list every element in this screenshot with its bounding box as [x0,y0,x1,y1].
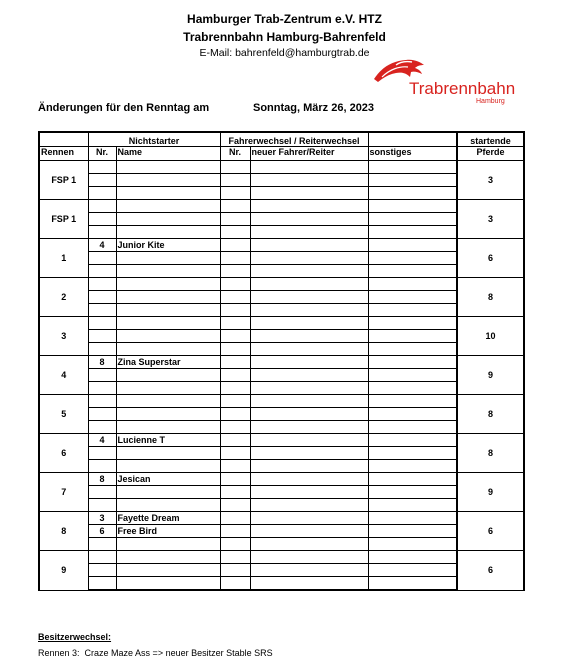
race-label: 4 [39,356,88,395]
change-nr [220,343,250,356]
other-notes [368,304,457,317]
new-driver [250,317,368,330]
other-notes [368,564,457,577]
header-nichtstarter: Nichtstarter [88,132,220,147]
other-notes [368,226,457,239]
change-nr [220,278,250,291]
starter-count: 10 [457,317,524,356]
race-subrow [39,239,524,252]
other-notes [368,577,457,591]
nonstarter-name [116,421,220,434]
nonstarter-nr [88,226,116,239]
new-driver [250,499,368,512]
other-notes [368,460,457,473]
logo-city: Hamburg [476,98,505,105]
change-nr [220,525,250,538]
nonstarter-nr [88,187,116,200]
nonstarter-name [116,265,220,278]
nonstarter-nr [88,330,116,343]
other-notes [368,525,457,538]
race-subrow [39,174,524,187]
race-subrow [39,512,524,525]
change-nr [220,304,250,317]
nonstarter-nr [88,369,116,382]
nonstarter-nr [88,161,116,174]
other-notes [368,200,457,213]
other-notes [368,239,457,252]
race-subrow [39,564,524,577]
header-rennen: Rennen [39,147,88,161]
change-nr [220,200,250,213]
owner-change-title: Besitzerwechsel: [38,632,112,642]
nonstarter-nr [88,486,116,499]
new-driver [250,265,368,278]
other-notes [368,447,457,460]
other-notes [368,317,457,330]
nonstarter-nr [88,200,116,213]
nonstarter-nr [88,395,116,408]
change-nr [220,252,250,265]
starter-count: 8 [457,278,524,317]
nonstarter-nr: 4 [88,239,116,252]
nonstarter-nr [88,304,116,317]
new-driver [250,421,368,434]
nonstarter-nr: 8 [88,473,116,486]
race-subrow [39,577,524,591]
other-notes [368,161,457,174]
starter-count: 9 [457,473,524,512]
race-label: FSP 1 [39,161,88,200]
change-nr [220,226,250,239]
nonstarter-name [116,538,220,551]
new-driver [250,213,368,226]
race-subrow [39,252,524,265]
new-driver [250,187,368,200]
nonstarter-name [116,486,220,499]
other-notes [368,486,457,499]
other-notes [368,187,457,200]
new-driver [250,525,368,538]
nonstarter-nr [88,538,116,551]
race-label: 2 [39,278,88,317]
nonstarter-name [116,564,220,577]
starter-count: 8 [457,434,524,473]
other-notes [368,369,457,382]
nonstarter-name [116,174,220,187]
change-nr [220,265,250,278]
nonstarter-nr [88,447,116,460]
table-header-row-1 [39,132,524,147]
nonstarter-name [116,395,220,408]
starter-count: 3 [457,161,524,200]
nonstarter-nr [88,278,116,291]
other-notes [368,291,457,304]
race-subrow [39,408,524,421]
nonstarter-name [116,213,220,226]
new-driver [250,161,368,174]
header-nr: Nr. [88,147,116,161]
nonstarter-nr [88,460,116,473]
nonstarter-nr: 6 [88,525,116,538]
race-subrow [39,291,524,304]
email-line: E-Mail: bahrenfeld@hamburgtrab.de [199,47,370,59]
new-driver [250,395,368,408]
change-nr [220,577,250,591]
change-nr [220,395,250,408]
new-driver [250,486,368,499]
nonstarter-name: Zina Superstar [116,356,220,369]
change-nr [220,161,250,174]
nonstarter-name [116,330,220,343]
other-notes [368,252,457,265]
change-nr [220,356,250,369]
nonstarter-name [116,278,220,291]
starter-count: 3 [457,200,524,239]
nonstarter-name [116,551,220,564]
race-subrow [39,226,524,239]
race-label: 9 [39,551,88,591]
other-notes [368,213,457,226]
nonstarter-nr [88,577,116,591]
race-subrow [39,447,524,460]
nonstarter-name [116,200,220,213]
nonstarter-nr [88,564,116,577]
new-driver [250,330,368,343]
nonstarter-name [116,499,220,512]
new-driver [250,538,368,551]
race-subrow [39,421,524,434]
nonstarter-nr: 4 [88,434,116,447]
race-subrow [39,551,524,564]
change-nr [220,317,250,330]
change-nr [220,434,250,447]
logo-wordmark: Trabrennbahn [409,79,516,98]
nonstarter-name [116,161,220,174]
race-subrow [39,278,524,291]
table-header-row-2 [39,147,524,161]
change-nr [220,473,250,486]
new-driver [250,577,368,591]
new-driver [250,291,368,304]
nonstarter-nr: 3 [88,512,116,525]
other-notes [368,538,457,551]
race-label: 8 [39,512,88,551]
new-driver [250,304,368,317]
nonstarter-name: Junior Kite [116,239,220,252]
header-name: Name [116,147,220,161]
change-nr [220,564,250,577]
other-notes [368,265,457,278]
nonstarter-nr [88,291,116,304]
race-subrow [39,356,524,369]
race-label: 6 [39,434,88,473]
change-nr [220,460,250,473]
race-subrow [39,343,524,356]
nonstarter-name [116,447,220,460]
nonstarter-nr [88,174,116,187]
new-driver [250,551,368,564]
race-subrow [39,213,524,226]
nonstarter-name [116,369,220,382]
other-notes [368,278,457,291]
nonstarter-name: Jesican [116,473,220,486]
race-subrow [39,538,524,551]
new-driver [250,369,368,382]
change-nr [220,330,250,343]
header-fahrerwechsel: Fahrerwechsel / Reiterwechsel [220,132,368,147]
race-subrow [39,161,524,174]
new-driver [250,226,368,239]
race-subrow [39,473,524,486]
race-date: Sonntag, März 26, 2023 [253,102,375,114]
other-notes [368,395,457,408]
starter-count: 6 [457,551,524,591]
race-subrow [39,460,524,473]
nonstarter-name [116,187,220,200]
race-subrow [39,187,524,200]
nonstarter-nr [88,421,116,434]
change-nr [220,213,250,226]
new-driver [250,343,368,356]
nonstarter-nr [88,317,116,330]
race-subrow [39,304,524,317]
other-notes [368,356,457,369]
change-nr [220,369,250,382]
other-notes [368,382,457,395]
change-nr [220,174,250,187]
race-subrow [39,330,524,343]
new-driver [250,174,368,187]
nonstarter-name: Fayette Dream [116,512,220,525]
new-driver [250,408,368,421]
race-subrow [39,499,524,512]
new-driver [250,512,368,525]
nonstarter-nr [88,408,116,421]
new-driver [250,460,368,473]
nonstarter-name [116,226,220,239]
nonstarter-nr [88,265,116,278]
header-sonstiges: sonstiges [368,147,457,161]
nonstarter-name [116,291,220,304]
nonstarter-name [116,382,220,395]
change-nr [220,382,250,395]
change-nr [220,291,250,304]
nonstarter-nr [88,382,116,395]
race-label: 1 [39,239,88,278]
change-nr [220,447,250,460]
starter-count: 6 [457,512,524,551]
header-nr-2: Nr. [220,147,250,161]
owner-change-line: Rennen 3: Craze Maze Ass => neuer Besitzer Stable SRS [38,648,273,658]
nonstarter-nr [88,551,116,564]
race-subrow [39,369,524,382]
org-title: Hamburger Trab-Zentrum e.V. HTZ [187,12,382,26]
race-label: 5 [39,395,88,434]
new-driver [250,278,368,291]
other-notes [368,473,457,486]
new-driver [250,473,368,486]
nonstarter-name [116,577,220,591]
change-nr [220,499,250,512]
change-nr [220,551,250,564]
race-subrow [39,486,524,499]
other-notes [368,421,457,434]
nonstarter-nr: 8 [88,356,116,369]
other-notes [368,174,457,187]
race-subrow [39,395,524,408]
venue-title: Trabrennbahn Hamburg-Bahrenfeld [183,30,386,44]
change-nr [220,408,250,421]
new-driver [250,434,368,447]
other-notes [368,330,457,343]
new-driver [250,356,368,369]
change-nr [220,538,250,551]
race-subrow [39,317,524,330]
new-driver [250,252,368,265]
changes-label: Änderungen für den Renntag am [38,102,210,114]
nonstarter-nr [88,252,116,265]
header-pferde: Pferde [457,147,524,161]
nonstarter-name [116,252,220,265]
changes-table [38,131,525,591]
nonstarter-name [116,408,220,421]
starter-count: 6 [457,239,524,278]
race-subrow [39,434,524,447]
header-startende: startende [457,132,524,147]
change-nr [220,486,250,499]
nonstarter-nr [88,499,116,512]
race-subrow [39,382,524,395]
change-nr [220,239,250,252]
change-nr [220,512,250,525]
new-driver [250,564,368,577]
other-notes [368,551,457,564]
nonstarter-name [116,460,220,473]
header-neuer-fahrer: neuer Fahrer/Reiter [250,147,368,161]
other-notes [368,408,457,421]
other-notes [368,434,457,447]
nonstarter-nr [88,213,116,226]
other-notes [368,343,457,356]
nonstarter-name: Lucienne T [116,434,220,447]
new-driver [250,200,368,213]
race-label: FSP 1 [39,200,88,239]
nonstarter-nr [88,343,116,356]
race-label: 3 [39,317,88,356]
change-nr [220,421,250,434]
race-subrow [39,265,524,278]
nonstarter-name: Free Bird [116,525,220,538]
starter-count: 9 [457,356,524,395]
nonstarter-name [116,343,220,356]
new-driver [250,447,368,460]
trabrennbahn-logo [368,55,528,111]
race-label: 7 [39,473,88,512]
nonstarter-name [116,304,220,317]
race-subrow [39,525,524,538]
starter-count: 8 [457,395,524,434]
new-driver [250,239,368,252]
change-nr [220,187,250,200]
race-subrow [39,200,524,213]
new-driver [250,382,368,395]
other-notes [368,499,457,512]
nonstarter-name [116,317,220,330]
other-notes [368,512,457,525]
